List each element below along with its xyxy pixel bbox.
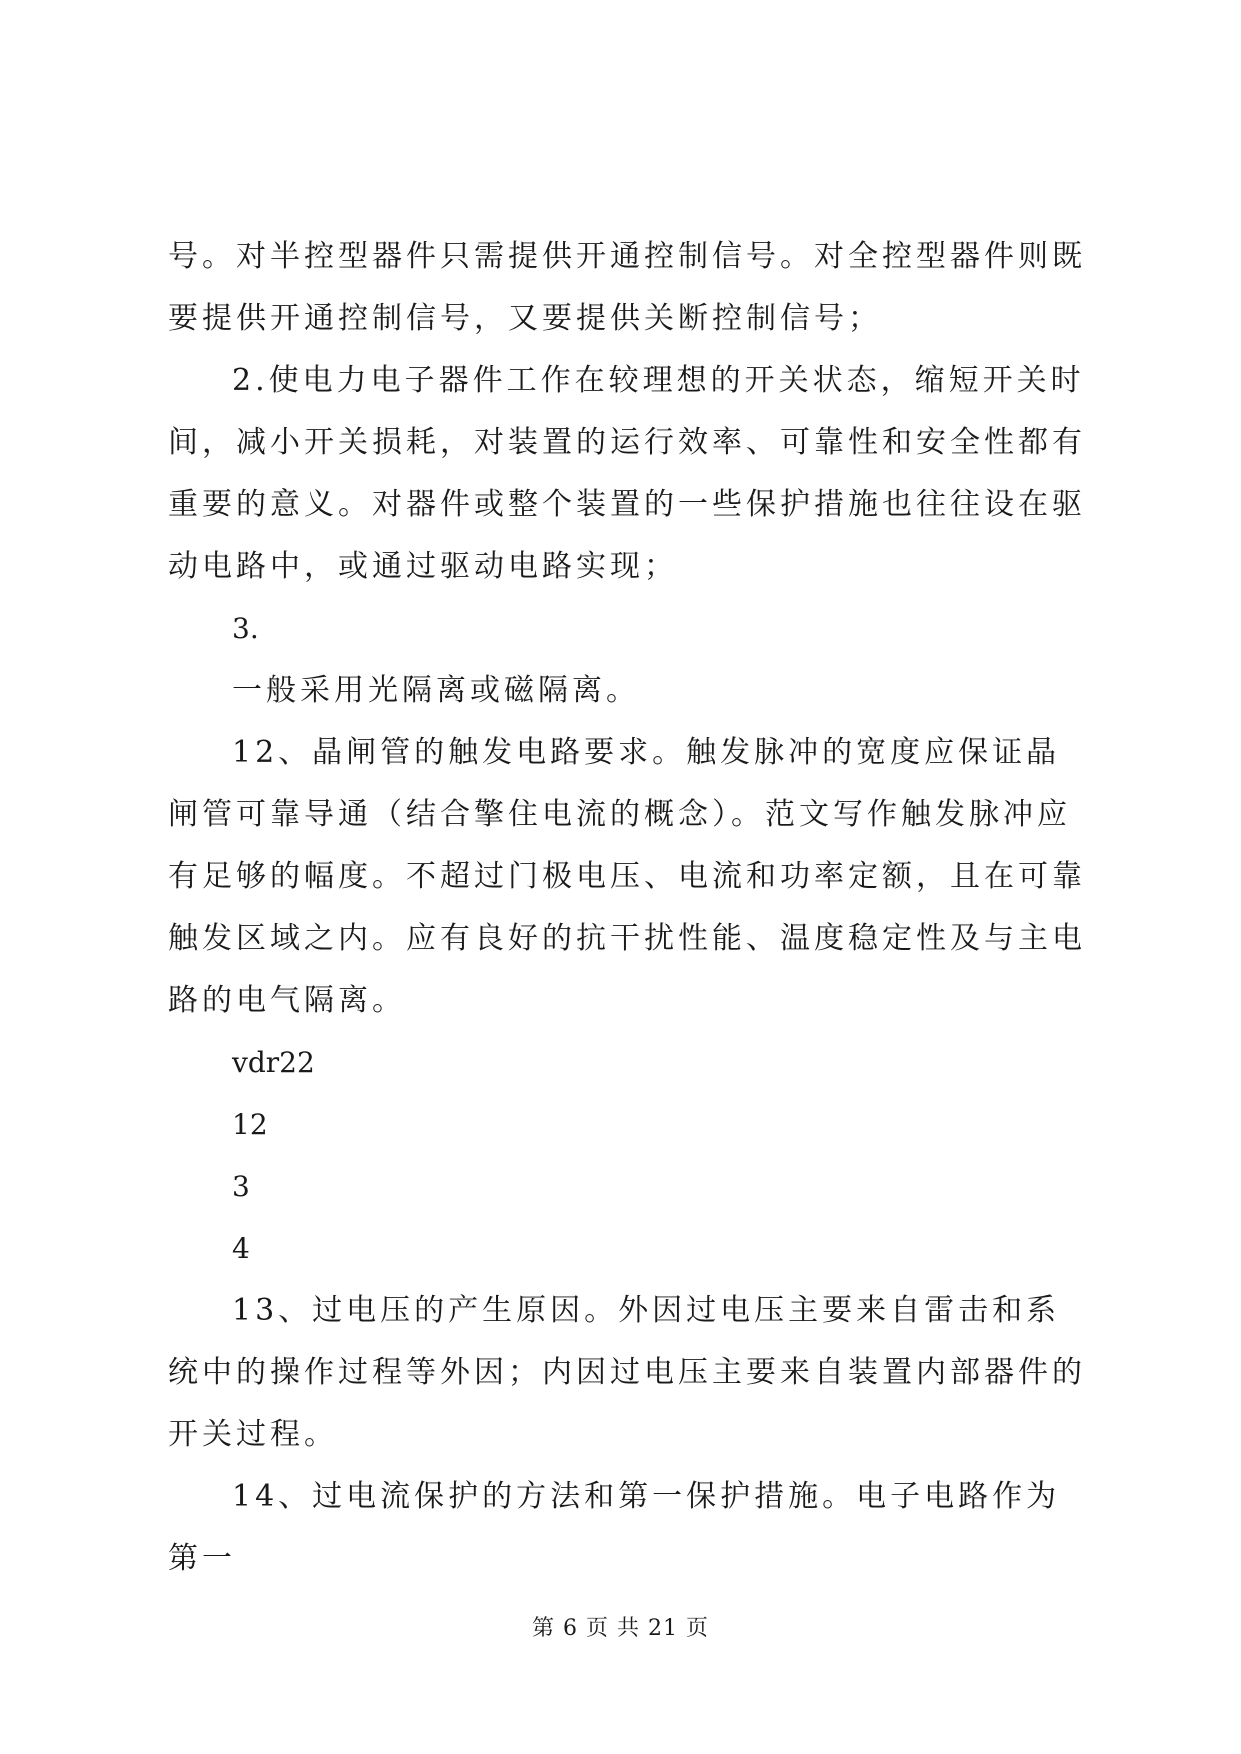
paragraph-item-12: 12、晶闸管的触发电路要求。触发脉冲的宽度应保证晶闸管可靠导通（结合擎住电流的概念）。范文写作触发脉冲应有足够的幅度。不超过门极电压、电流和功率定额，且在可靠触发区域之内。应有良好的抗干扰性能、温度稳定性及与主电路的电气隔离。	[168, 735, 1086, 1018]
line-4: 4	[232, 1232, 250, 1265]
line-3: 3	[232, 1170, 250, 1203]
page-number-footer: 第 6 页 共 21 页	[532, 1616, 709, 1641]
document-body	[168, 226, 1086, 1590]
paragraph-item-13: 13、过电压的产生原因。外因过电压主要来自雷击和系统中的操作过程等外因；内因过电压主要来自装置内部器件的开关过程。	[168, 1293, 1086, 1452]
paragraph-item-2: 2.使电力电子器件工作在较理想的开关状态，缩短开关时间，减小开关损耗，对装置的运行效率、可靠性和安全性都有重要的意义。对器件或整个装置的一些保护措施也往往设在驱动电路中，或通过驱动电路实现；	[168, 363, 1086, 584]
line-vdr22: vdr22	[232, 1046, 315, 1079]
paragraph-isolation: 一般采用光隔离或磁隔离。	[232, 673, 640, 708]
paragraph-item-14: 14、过电流保护的方法和第一保护措施。电子电路作为第一	[168, 1479, 1061, 1576]
paragraph-item-3: 3.	[232, 612, 259, 645]
line-12: 12	[232, 1108, 268, 1141]
paragraph-continuation: 号。对半控型器件只需提供开通控制信号。对全控型器件则既要提供开通控制信号，又要提供关断控制信号；	[168, 239, 1086, 336]
